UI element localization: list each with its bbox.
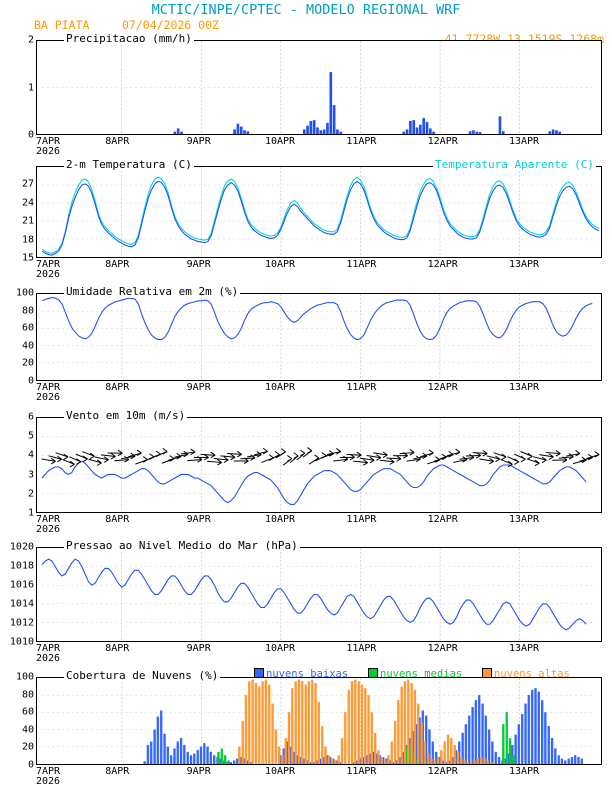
y-axis-temperatura — [2, 166, 34, 264]
x-tick-label: 9APR — [186, 382, 211, 393]
y-tick-label: 18 — [21, 234, 34, 246]
y-tick-label: 21 — [21, 215, 34, 227]
x-tick-label: 10APR — [264, 259, 296, 270]
y-tick-label: 24 — [21, 197, 34, 209]
x-tick-label: 13APR — [508, 136, 540, 147]
panel-title-temperatura: 2-m Temperatura (C) — [66, 158, 192, 171]
x-tick-label: 8APR — [105, 259, 130, 270]
x-tick-label: 13APR — [508, 514, 540, 525]
y-axis-pressao — [2, 541, 34, 648]
y-tick-label: 1016 — [9, 579, 34, 591]
y-tick-label: 20 — [21, 741, 34, 753]
x-tick-label: 12APR — [427, 136, 458, 147]
x-tick-label: 7APR — [36, 643, 61, 654]
x-tick-label: 7APR — [36, 514, 61, 525]
x-tick-label: 11APR — [346, 136, 377, 147]
x-axis-year-label: 2026 — [36, 392, 61, 403]
legend-item-nuvens-baixas: nuvens baixas — [254, 668, 348, 680]
station-label: BA PIATA — [34, 18, 90, 32]
x-tick-label: 7APR — [36, 259, 61, 270]
x-tick-label: 13APR — [508, 643, 540, 654]
y-tick-label: 0 — [27, 759, 34, 771]
y-tick-label: 2 — [27, 34, 34, 46]
legend-swatch — [254, 668, 264, 678]
y-tick-label: 27 — [21, 178, 34, 190]
y-tick-label: 0 — [27, 129, 34, 141]
legend-swatch — [482, 668, 492, 678]
y-tick-label: 40 — [21, 340, 34, 352]
panel-title-pressao: Pressao ao Nivel Medio do Mar (hPa) — [66, 539, 298, 552]
x-axis-year-label: 2026 — [36, 524, 61, 535]
x-tick-label: 13APR — [508, 766, 540, 777]
legend-item-nuvens-medias: nuvens medias — [368, 668, 462, 680]
x-tick-label: 13APR — [508, 382, 540, 393]
x-axis-year-label: 2026 — [36, 776, 61, 787]
y-tick-label: 60 — [21, 322, 34, 334]
x-tick-label: 8APR — [105, 136, 130, 147]
x-tick-label: 12APR — [427, 514, 458, 525]
x-axis-year-label: 2026 — [36, 146, 61, 157]
panel-title-precipitacao: Precipitacao (mm/h) — [66, 32, 192, 45]
y-tick-label: 0 — [27, 375, 34, 387]
x-tick-label: 7APR — [36, 766, 61, 777]
x-tick-label: 12APR — [427, 766, 458, 777]
y-tick-label: 100 — [15, 671, 34, 683]
y-tick-label: 1014 — [9, 598, 34, 610]
x-tick-label: 12APR — [427, 643, 458, 654]
y-tick-label: 2 — [27, 488, 34, 500]
y-tick-label: 5 — [27, 430, 34, 442]
y-axis-umidade — [2, 287, 34, 387]
panel-nuvens — [15, 668, 602, 787]
y-axis-nuvens — [2, 671, 34, 771]
x-tick-label: 10APR — [264, 514, 296, 525]
x-tick-label: 9APR — [186, 514, 211, 525]
y-tick-label: 1 — [27, 507, 34, 519]
y-tick-label: 80 — [21, 305, 34, 317]
panel-pressao — [9, 539, 602, 664]
y-tick-label: 80 — [21, 689, 34, 701]
x-tick-label: 11APR — [346, 514, 377, 525]
panel-title-umidade: Umidade Relativa em 2m (%) — [66, 285, 239, 298]
x-tick-label: 7APR — [36, 382, 61, 393]
x-tick-label: 10APR — [264, 643, 296, 654]
x-tick-label: 11APR — [346, 766, 377, 777]
y-axis-precipitacao — [2, 34, 34, 141]
x-tick-label: 9APR — [186, 259, 211, 270]
y-tick-label: 1010 — [9, 636, 34, 648]
y-tick-label: 1020 — [9, 541, 34, 553]
y-axis-vento — [2, 411, 34, 519]
page-title: MCTIC/INPE/CPTEC - MODELO REGIONAL WRF — [151, 2, 461, 18]
legend-swatch — [368, 668, 378, 678]
x-tick-label: 11APR — [346, 643, 377, 654]
x-tick-label: 13APR — [508, 259, 540, 270]
y-tick-label: 15 — [21, 252, 34, 264]
x-axis-year-label: 2026 — [36, 653, 61, 664]
x-tick-label: 10APR — [264, 136, 296, 147]
y-tick-label: 3 — [27, 469, 34, 481]
x-tick-label: 10APR — [264, 766, 296, 777]
x-tick-label: 8APR — [105, 766, 130, 777]
y-tick-label: 20 — [21, 357, 34, 369]
y-tick-label: 1012 — [9, 617, 34, 629]
panel-vento — [27, 409, 602, 535]
run-date-label: 07/04/2026 00Z — [122, 18, 219, 32]
x-tick-label: 7APR — [36, 136, 61, 147]
legend-item-nuvens-altas: nuvens altas — [482, 668, 570, 680]
x-tick-label: 12APR — [427, 259, 458, 270]
panel-title-apparent-temp: Temperatura Aparente (C) — [435, 158, 594, 171]
x-tick-label: 10APR — [264, 382, 296, 393]
x-tick-label: 9APR — [186, 766, 211, 777]
panel-title-vento: Vento em 10m (m/s) — [66, 409, 186, 422]
panel-title-nuvens: Cobertura de Nuvens (%) — [66, 669, 219, 682]
y-tick-label: 40 — [21, 724, 34, 736]
x-tick-label: 12APR — [427, 382, 458, 393]
x-tick-label: 11APR — [346, 259, 377, 270]
x-tick-label: 8APR — [105, 643, 130, 654]
y-tick-label: 6 — [27, 411, 34, 423]
y-tick-label: 1018 — [9, 560, 34, 572]
panel-umidade — [15, 285, 602, 403]
coordinates-label: 41.7728W 13.1519S 1268m — [444, 32, 604, 46]
x-tick-label: 9APR — [186, 643, 211, 654]
y-tick-label: 1 — [27, 82, 34, 93]
x-tick-label: 8APR — [105, 514, 130, 525]
y-tick-label: 4 — [27, 449, 34, 461]
y-tick-label: 100 — [15, 287, 34, 299]
x-tick-label: 11APR — [346, 382, 377, 393]
x-tick-label: 8APR — [105, 382, 130, 393]
x-tick-label: 9APR — [186, 136, 211, 147]
y-tick-label: 60 — [21, 706, 34, 718]
panel-temperatura — [21, 158, 602, 280]
x-axis-year-label: 2026 — [36, 269, 61, 280]
